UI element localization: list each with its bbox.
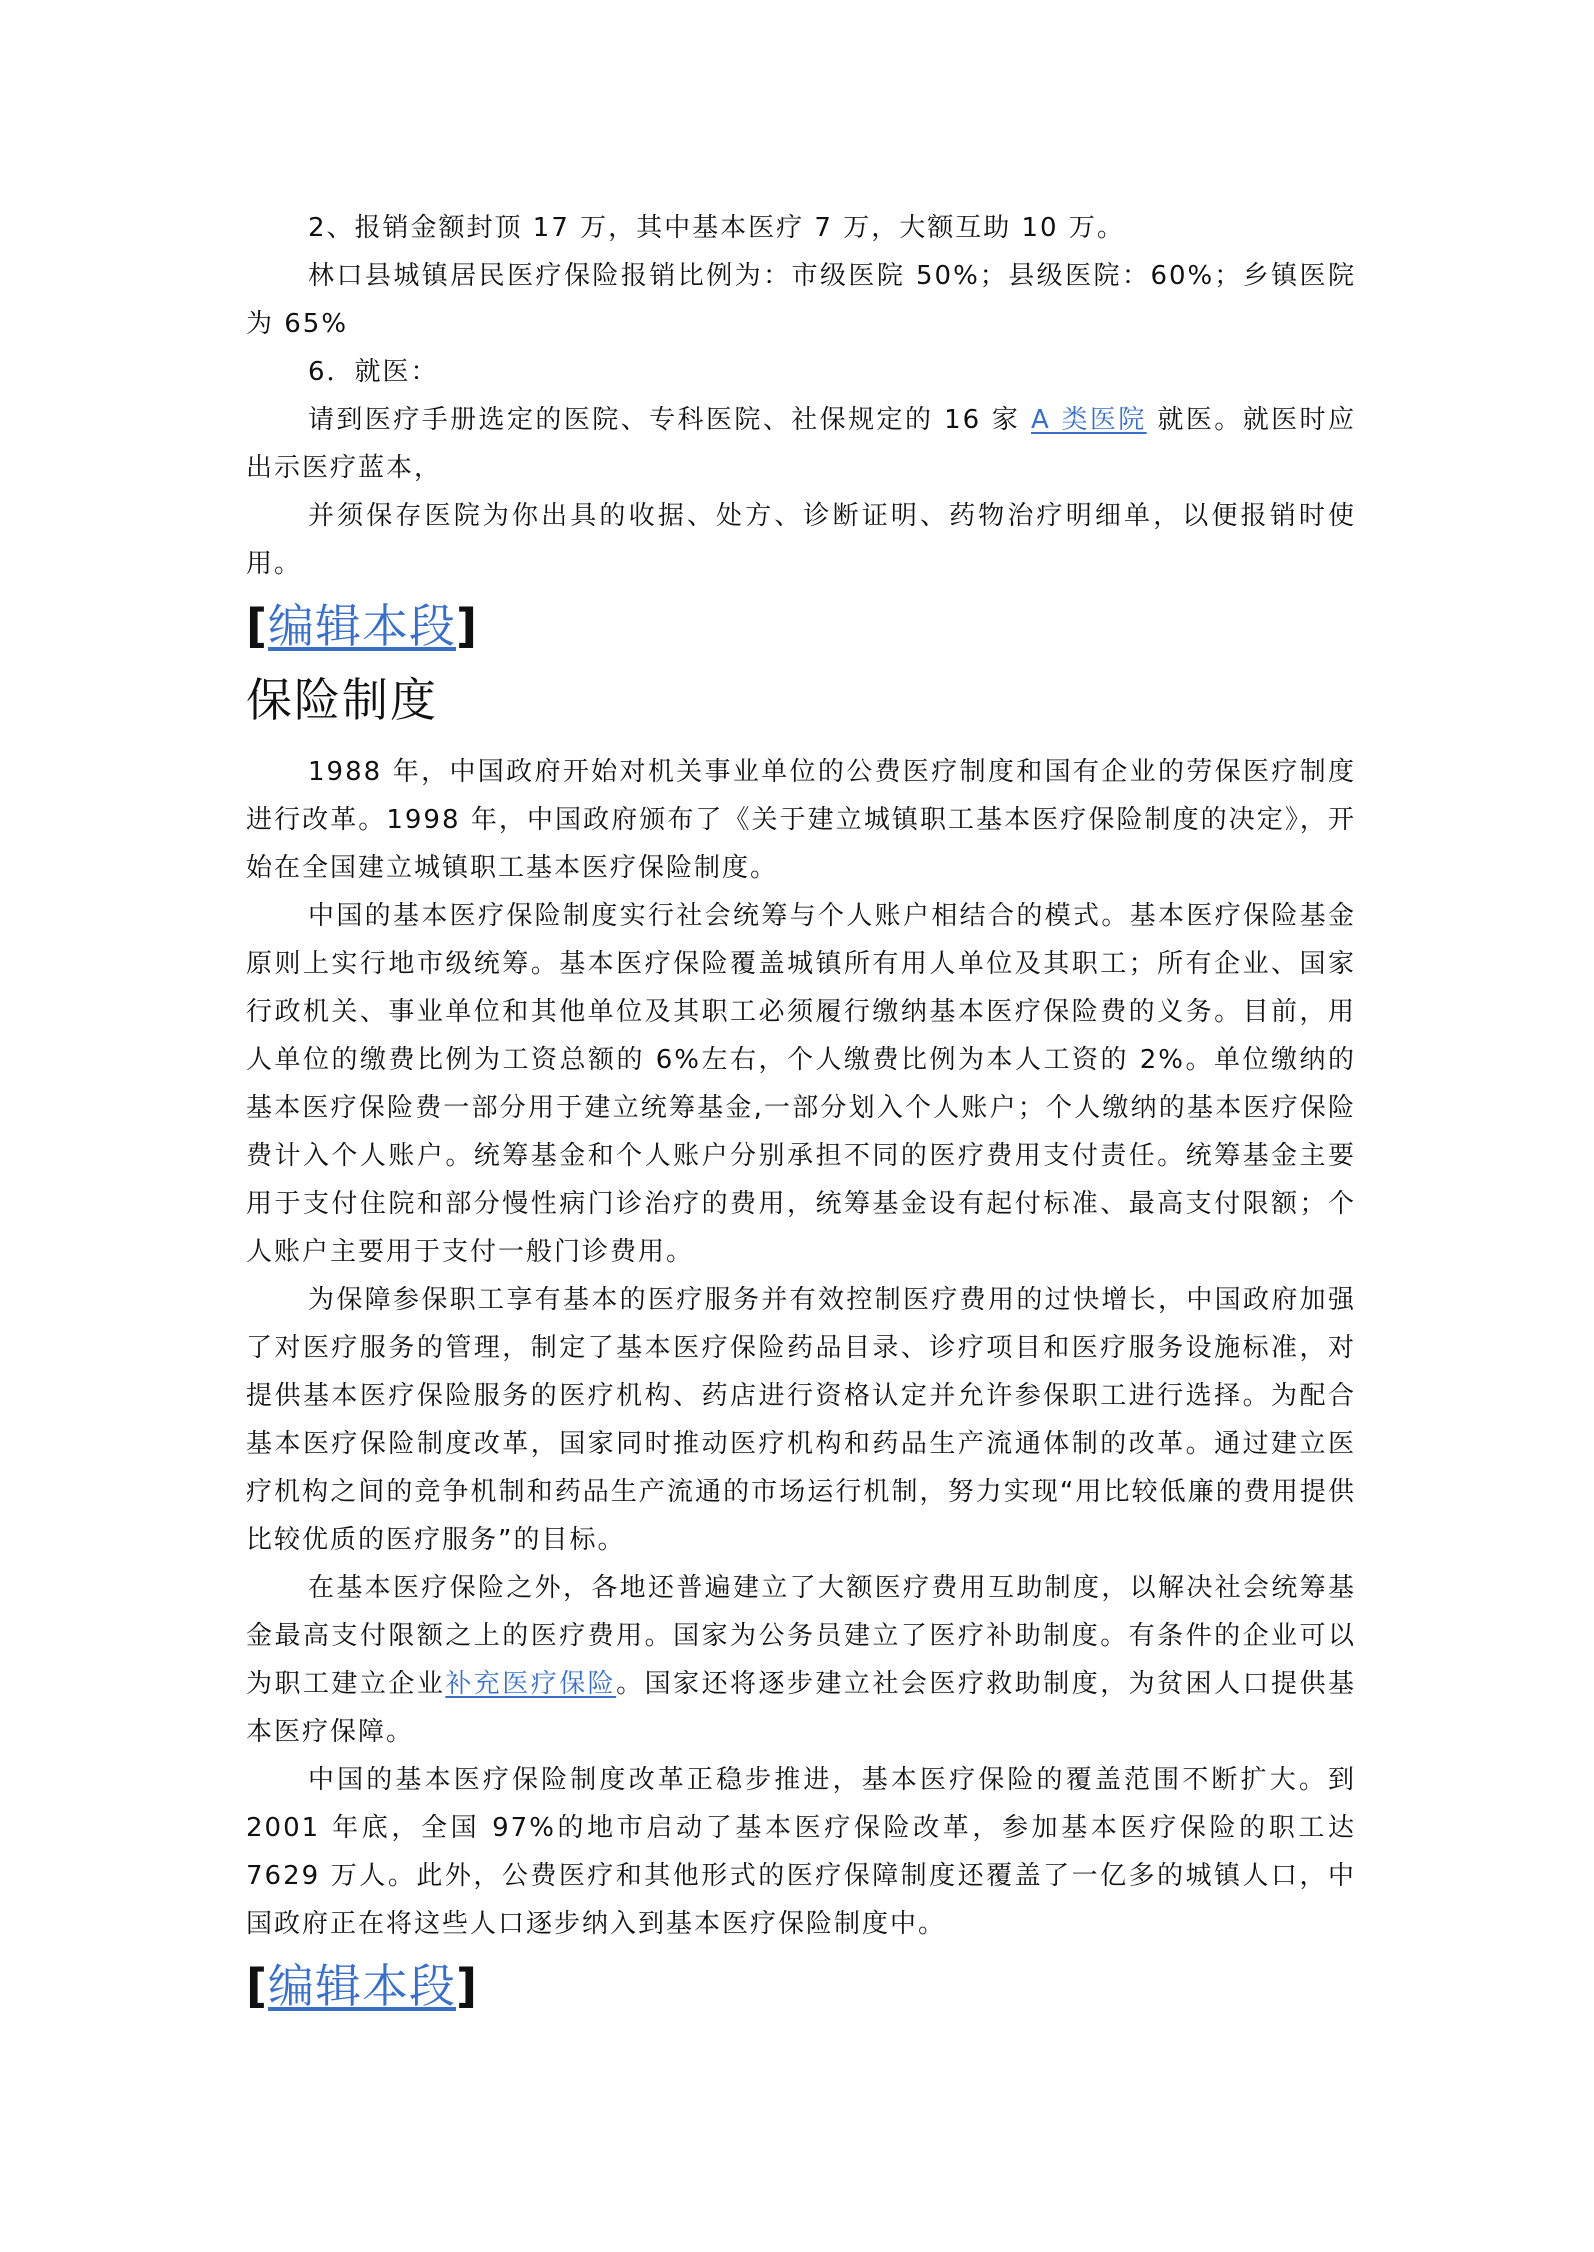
- paragraph-text: 。国家还将逐步建立社会医疗救助制度，为贫困人口提供基本医疗保障。: [246, 1669, 1356, 1747]
- section-body: [246, 748, 1356, 1948]
- paragraph-text: 中国的基本医疗保险制度实行社会统筹与个人账户相结合的模式。基本医疗保险基金原则上实行地市级统筹。基本医疗保险覆盖城镇所有用人单位及其职工；所有企业、国家行政机关、事业单位和其他单位及其职工必须履行缴纳基本医疗保险费的义务。目前，用人单位的缴费比例为工资总额的 6%左右，个人缴费比例为本人工资的 2%。单位缴纳的基本医疗保险费一部分用于建立统筹基金,一部分划入个人账户；个人缴纳的基本医疗保险费计入个人账户。统筹基金和个人账户分别承担不同的医疗费用支付责任。统筹基金主要用于支付住院和部分慢性病门诊治疗的费用，统筹基金设有起付标准、最高支付限额；个人账户主要用于支付一般门诊费用。: [246, 901, 1356, 1267]
- bracket-close: ]: [456, 1959, 479, 2013]
- paragraph-text: 中国的基本医疗保险制度改革正稳步推进，基本医疗保险的覆盖范围不断扩大。到 2001 年底，全国 97%的地市启动了基本医疗保险改革，参加基本医疗保险的职工达 7629 万人。此外，公费医疗和其他形式的医疗保障制度还覆盖了一亿多的城镇人口，中国政府正在将这些人口逐步纳入到基本医疗保险制度中。: [246, 1765, 1356, 1939]
- intro-block: [246, 204, 1356, 588]
- link-class-a-hospital[interactable]: A 类医院: [1030, 405, 1147, 435]
- paragraph-service-management: [246, 1276, 1356, 1564]
- bracket-open: [: [246, 1959, 269, 2013]
- paragraph-text: 林口县城镇居民医疗保险报销比例为：市级医院 50%；县级医院：60%；乡镇医院为 65%: [246, 261, 1356, 339]
- paragraph-text: 6．就医：: [308, 357, 439, 387]
- paragraph-keep-receipts: [246, 492, 1356, 588]
- bracket-close: ]: [456, 599, 479, 653]
- paragraph-reimbursement-ratio: [246, 252, 1356, 348]
- edit-section-heading-2: [246, 1956, 1356, 2016]
- paragraph-seeing-doctor: [246, 348, 1356, 396]
- bracket-open: [: [246, 599, 269, 653]
- paragraph-text: 在基本医疗保险之外，各地还普遍建立了大额医疗费用互助制度，以解决社会统筹基金最高支付限额之上的医疗费用。国家为公务员建立了医疗补助制度。有条件的企业可以为职工建立企业: [246, 1573, 1356, 1699]
- paragraph-reform-history: [246, 748, 1356, 892]
- edit-section-link[interactable]: 编辑本段: [268, 599, 457, 653]
- section-title: 保险制度: [246, 673, 438, 727]
- paragraph-text: 1988 年，中国政府开始对机关事业单位的公费医疗制度和国有企业的劳保医疗制度进行改革。1998 年，中国政府颁布了《关于建立城镇职工基本医疗保险制度的决定》，开始在全国建立城镇职工基本医疗保险制度。: [246, 757, 1356, 883]
- paragraph-insurance-model: [246, 892, 1356, 1276]
- paragraph-text: 并须保存医院为你出具的收据、处方、诊断证明、药物治疗明细单，以便报销时使用。: [246, 501, 1356, 579]
- edit-section-link-2[interactable]: 编辑本段: [268, 1959, 457, 2013]
- paragraph-text: 请到医疗手册选定的医院、专科医院、社保规定的 16 家: [308, 405, 1031, 435]
- paragraph-supplementary-insurance: [246, 1564, 1356, 1756]
- paragraph-text: 就医。就医时应出示医疗蓝本，: [246, 405, 1356, 483]
- paragraph-text: 为保障参保职工享有基本的医疗服务并有效控制医疗费用的过快增长，中国政府加强了对医疗服务的管理，制定了基本医疗保险药品目录、诊疗项目和医疗服务设施标准，对提供基本医疗保险服务的医疗机构、药店进行资格认定并允许参保职工进行选择。为配合基本医疗保险制度改革，国家同时推动医疗机构和药品生产流通体制的改革。通过建立医疗机构之间的竞争机制和药品生产流通的市场运行机制，努力实现“用比较低廉的费用提供比较优质的医疗服务”的目标。: [246, 1285, 1356, 1555]
- document-page: [246, 204, 1356, 2028]
- paragraph-coverage-progress: [246, 1756, 1356, 1948]
- paragraph-text: 2、报销金额封顶 17 万，其中基本医疗 7 万，大额互助 10 万。: [308, 213, 1125, 243]
- paragraph-reimbursement-cap: [246, 204, 1356, 252]
- link-supplementary-insurance[interactable]: 补充医疗保险: [445, 1669, 617, 1699]
- edit-section-heading: [246, 596, 1356, 656]
- paragraph-designated-hospitals: [246, 396, 1356, 492]
